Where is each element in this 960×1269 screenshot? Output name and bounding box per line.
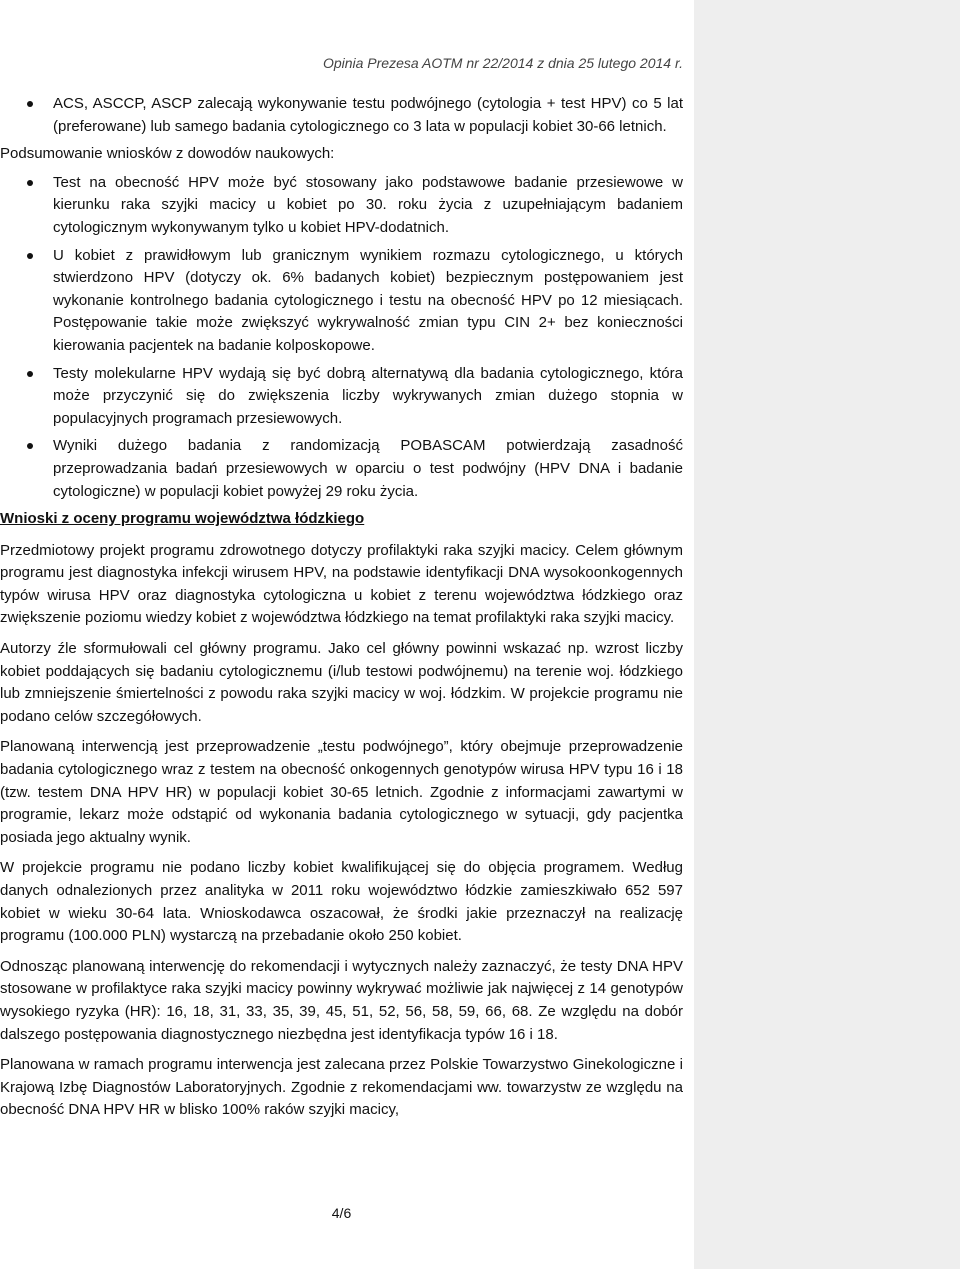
paragraph: Planowaną interwencją jest przeprowadzenie „testu podwójnego”, który obejmuje przeprowadzenie badania cytologicznego wraz z testem na obecność onkogennych genotypów wirusa HPV typu 16 i 18 (tzw. testem DNA HPV HR) w populacji kobiet 30-65 letnich. Zgodnie z informacjami zawartymi w programie, lekarz może odstąpić od wykonania badania cytologicznego w sytuacji, gdy pacjentka posiada jego aktualny wynik. bbox=[0, 738, 683, 846]
paragraph: Odnosząc planowaną interwencję do rekomendacji i wytycznych należy zaznaczyć, że testy DNA HPV stosowane w profilaktyce raka szyjki macicy powinny wykrywać możliwie jak najwięcej z 14 genotypów wysokiego ryzyka (HR): 16, 18, 31, 33, 35, 39, 45, 51, 52, 56, 58, 59, 66, 68. Ze względu na dobór dalszego postępowania diagnostycznego niezbędna jest identyfikacja typów 16 i 18. bbox=[0, 957, 683, 1043]
page-number: 4/6 bbox=[331, 1205, 352, 1221]
bullet-icon bbox=[27, 101, 33, 107]
bullet-icon bbox=[27, 443, 33, 449]
list-item: ACS, ASCCP, ASCP zalecają wykonywanie testu podwójnego (cytologia + test HPV) co 5 lat (preferowane) lub samego badania cytologicznego co 3 lata w populacji kobiet 30-66 letnich. bbox=[0, 93, 683, 138]
paragraph: Planowana w ramach programu interwencja jest zalecana przez Polskie Towarzystwo Ginekologiczne i Krajową Izbę Diagnostów Laboratoryjnych. Zgodnie z rekomendacjami ww. towarzystw ze względu na obecność DNA HPV HR w blisko 100% raków szyjki macicy, bbox=[0, 1056, 683, 1119]
list-item: Wyniki dużego badania z randomizacją POBASCAM potwierdzają zasadność przeprowadzania badań przesiewowych w oparciu o test podwójny (HPV DNA i badanie cytologiczne) w populacji kobiet powyżej 29 roku życia. bbox=[0, 435, 683, 503]
bullet-icon bbox=[27, 371, 33, 377]
paragraph: Autorzy źle sformułowali cel główny programu. Jako cel główny powinni wskazać np. wzrost liczby kobiet poddających się badaniu cytologicznemu (i/lub testowi podwójnemu) na terenie woj. łódzkiego lub zmniejszenie śmiertelności z powodu raka szyjki macicy w woj. łódzkim. W projekcie programu nie podano celów szczegółowych. bbox=[0, 640, 683, 725]
paragraph: Przedmiotowy projekt programu zdrowotnego dotyczy profilaktyki raka szyjki macicy. Celem głównym programu jest diagnostyka infekcji wirusem HPV, na podstawie identyfikacji DNA wysokoonkogennych typów wirusa HPV oraz diagnostyka cytologiczna u kobiet z terenu województwa łódzkiego oraz zwiększenie poziomu wiedzy kobiet z województwa łódzkiego na temat profilaktyki raka szyjki macicy. bbox=[0, 541, 683, 627]
list-item: Test na obecność HPV może być stosowany jako podstawowe badanie przesiewowe w kierunku raka szyjki macicy u kobiet po 30. roku życia z uzupełniającym badaniem cytologicznym wykonywanym tylko u kobiet HPV-dodatnich. bbox=[0, 172, 683, 240]
document-body bbox=[0, 93, 683, 1130]
page-header: Opinia Prezesa AOTM nr 22/2014 z dnia 25 lutego 2014 r. bbox=[322, 55, 683, 71]
bullet-icon bbox=[27, 253, 33, 259]
summary-bullet-list bbox=[0, 172, 683, 503]
paragraph: W projekcie programu nie podano liczby kobiet kwalifikującej się do objęcia programem. Według danych odnalezionych przez analityka w 2011 roku województwo łódzkie zamieszkiwało 652 597 kobiet w wieku 30-64 lata. Wnioskodawca oszacował, że środki jakie przeznaczył na realizację programu (100.000 PLN) wystarczą na przebadanie około 250 kobiet. bbox=[0, 859, 683, 945]
section-heading: Wnioski z oceny programu województwa łódzkiego bbox=[0, 510, 365, 528]
summary-heading: Podsumowanie wniosków z dowodów naukowych: bbox=[0, 145, 335, 163]
bullet-icon bbox=[27, 180, 33, 186]
comment-sidebar bbox=[694, 0, 960, 1269]
top-bullet-list bbox=[0, 93, 683, 138]
list-item: U kobiet z prawidłowym lub granicznym wynikiem rozmazu cytologicznego, u których stwierdzono HPV (dotyczy ok. 6% badanych kobiet) bezpiecznym postępowaniem jest wykonanie kontrolnego badania cytologicznego i testu na obecność HPV po 12 miesiącach. Postępowanie takie może zwiększyć wykrywalność zmian typu CIN 2+ bez konieczności kierowania pacjentek na badanie kolposkopowe. bbox=[0, 245, 683, 358]
list-item: Testy molekularne HPV wydają się być dobrą alternatywą dla badania cytologicznego, która może przyczynić się do zwiększenia liczby wykrywanych zmian dużego stopnia w populacyjnych programach przesiewowych. bbox=[0, 363, 683, 431]
